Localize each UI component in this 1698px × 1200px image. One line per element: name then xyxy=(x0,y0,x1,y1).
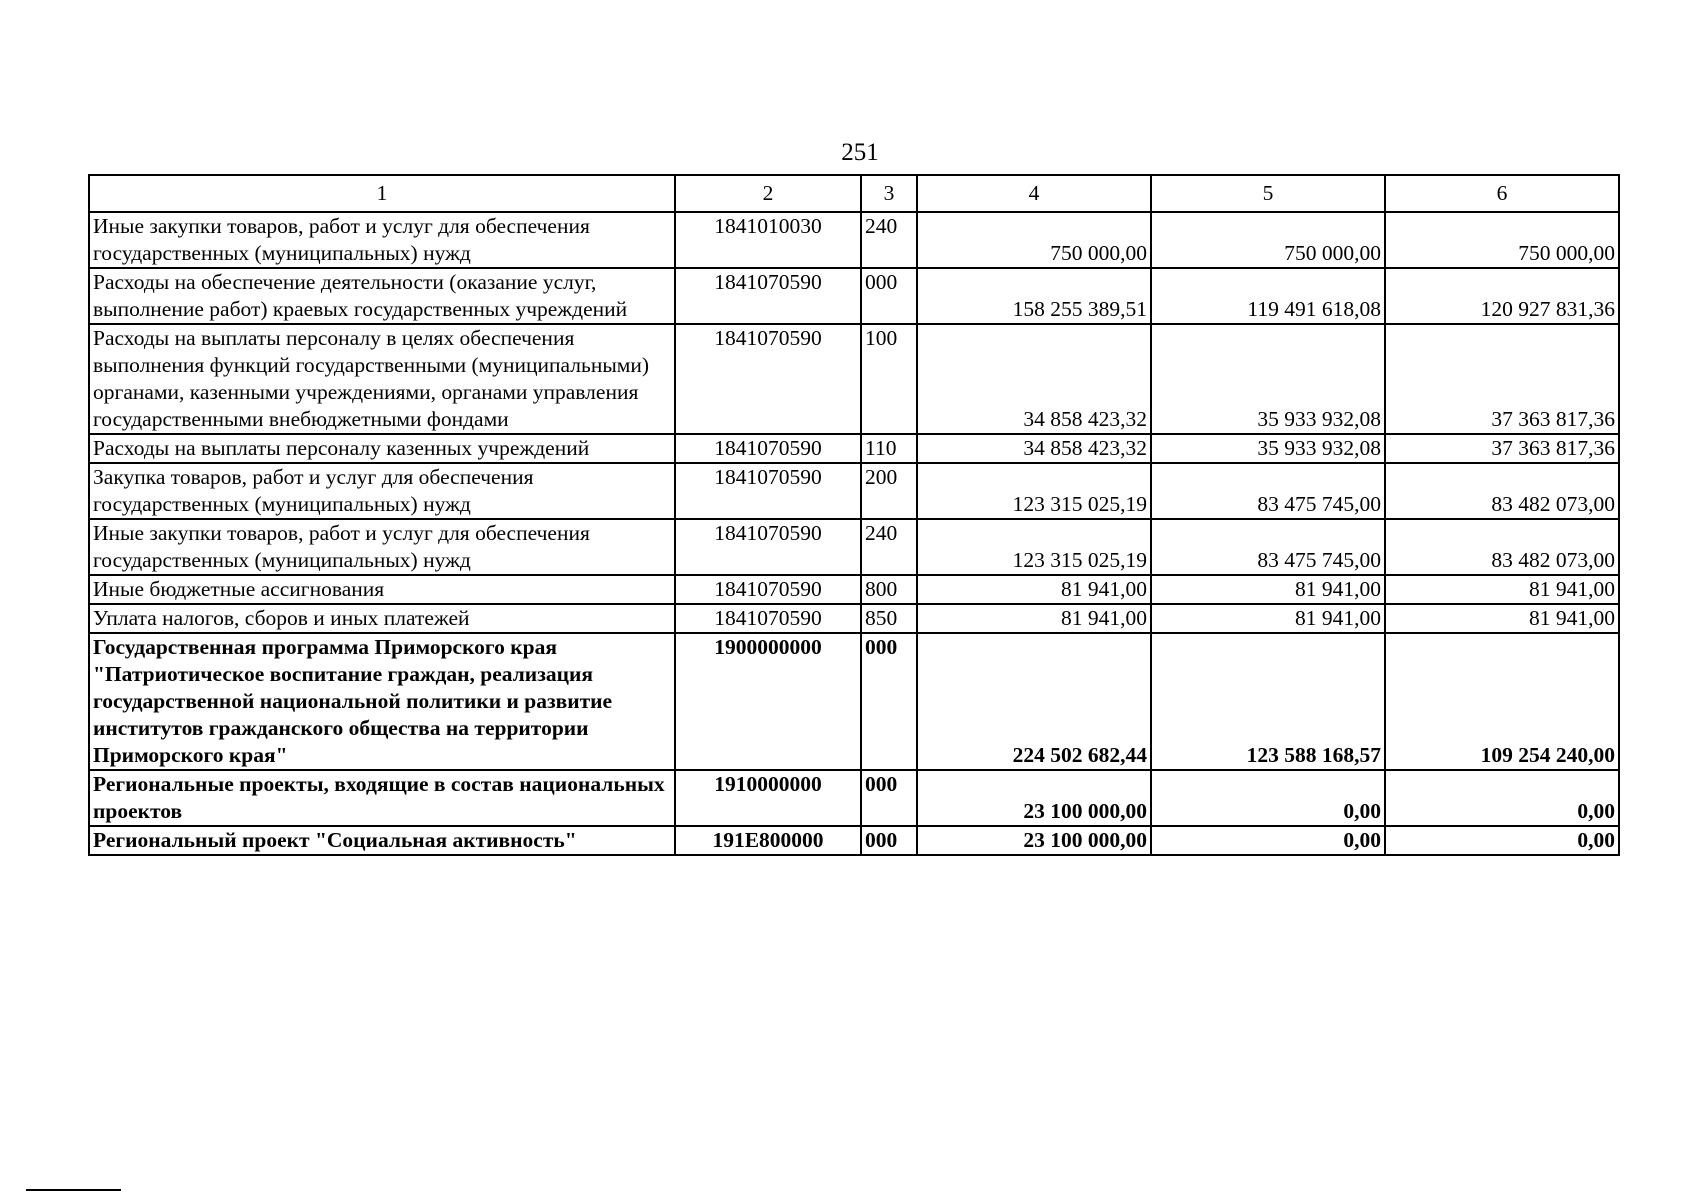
header-col-4: 4 xyxy=(917,175,1151,212)
header-col-6: 6 xyxy=(1385,175,1619,212)
row-type: 000 xyxy=(861,826,917,855)
row-amount-5: 81 941,00 xyxy=(1151,604,1385,633)
row-amount-5: 119 491 618,08 xyxy=(1151,268,1385,324)
row-code: 191E800000 xyxy=(675,826,861,855)
table-header-row xyxy=(89,175,1619,212)
table-row xyxy=(89,324,1619,434)
row-name: Региональный проект "Социальная активность" xyxy=(89,826,675,855)
row-name: Иные закупки товаров, работ и услуг для обеспечения государственных (муниципальных) нужд xyxy=(89,519,675,575)
row-code: 1900000000 xyxy=(675,633,861,770)
row-type: 240 xyxy=(861,212,917,268)
row-amount-5: 81 941,00 xyxy=(1151,575,1385,604)
row-type: 240 xyxy=(861,519,917,575)
row-amount-4: 81 941,00 xyxy=(917,604,1151,633)
row-amount-6: 750 000,00 xyxy=(1385,212,1619,268)
row-amount-6: 120 927 831,36 xyxy=(1385,268,1619,324)
row-amount-6: 0,00 xyxy=(1385,826,1619,855)
table-row xyxy=(89,463,1619,519)
row-amount-6: 83 482 073,00 xyxy=(1385,519,1619,575)
row-amount-5: 83 475 745,00 xyxy=(1151,519,1385,575)
row-amount-4: 34 858 423,32 xyxy=(917,434,1151,463)
row-type: 000 xyxy=(861,268,917,324)
row-amount-6: 109 254 240,00 xyxy=(1385,633,1619,770)
row-amount-4: 123 315 025,19 xyxy=(917,519,1151,575)
row-amount-5: 0,00 xyxy=(1151,770,1385,826)
row-name: Расходы на обеспечение деятельности (оказание услуг, выполнение работ) краевых государственных учреждений xyxy=(89,268,675,324)
row-name: Государственная программа Приморского края "Патриотическое воспитание граждан, реализация государственной национальной политики и развитие институтов гражданского общества на территории Приморского края" xyxy=(89,633,675,770)
row-amount-4: 158 255 389,51 xyxy=(917,268,1151,324)
row-code: 1910000000 xyxy=(675,770,861,826)
row-amount-6: 83 482 073,00 xyxy=(1385,463,1619,519)
row-amount-4: 224 502 682,44 xyxy=(917,633,1151,770)
row-type: 100 xyxy=(861,324,917,434)
footnote-rule xyxy=(26,1189,121,1191)
table-row-program xyxy=(89,770,1619,826)
table-row xyxy=(89,604,1619,633)
table-row xyxy=(89,434,1619,463)
header-col-3: 3 xyxy=(861,175,917,212)
header-col-1: 1 xyxy=(89,175,675,212)
row-type: 000 xyxy=(861,770,917,826)
row-amount-5: 0,00 xyxy=(1151,826,1385,855)
row-amount-6: 37 363 817,36 xyxy=(1385,434,1619,463)
row-amount-4: 23 100 000,00 xyxy=(917,826,1151,855)
row-name: Региональные проекты, входящие в состав национальных проектов xyxy=(89,770,675,826)
table-row-program xyxy=(89,826,1619,855)
row-amount-5: 83 475 745,00 xyxy=(1151,463,1385,519)
page-number: 251 xyxy=(841,139,879,166)
table-row xyxy=(89,268,1619,324)
row-code: 1841070590 xyxy=(675,268,861,324)
row-name: Иные бюджетные ассигнования xyxy=(89,575,675,604)
table-row-program xyxy=(89,633,1619,770)
table-row xyxy=(89,575,1619,604)
row-code: 1841070590 xyxy=(675,434,861,463)
row-amount-6: 81 941,00 xyxy=(1385,575,1619,604)
table-row xyxy=(89,519,1619,575)
row-code: 1841070590 xyxy=(675,604,861,633)
row-amount-4: 23 100 000,00 xyxy=(917,770,1151,826)
row-type: 800 xyxy=(861,575,917,604)
row-amount-4: 750 000,00 xyxy=(917,212,1151,268)
row-type: 850 xyxy=(861,604,917,633)
budget-table xyxy=(88,174,1620,856)
row-name: Закупка товаров, работ и услуг для обеспечения государственных (муниципальных) нужд xyxy=(89,463,675,519)
row-amount-6: 37 363 817,36 xyxy=(1385,324,1619,434)
row-name: Расходы на выплаты персоналу в целях обеспечения выполнения функций государственными (муниципальными) органами, казенными учреждениями, органами управления государственными внебюджетными фондами xyxy=(89,324,675,434)
row-amount-6: 0,00 xyxy=(1385,770,1619,826)
row-code: 1841070590 xyxy=(675,324,861,434)
row-amount-6: 81 941,00 xyxy=(1385,604,1619,633)
row-type: 110 xyxy=(861,434,917,463)
row-amount-5: 35 933 932,08 xyxy=(1151,324,1385,434)
row-type: 000 xyxy=(861,633,917,770)
row-code: 1841010030 xyxy=(675,212,861,268)
header-col-2: 2 xyxy=(675,175,861,212)
row-amount-4: 123 315 025,19 xyxy=(917,463,1151,519)
row-code: 1841070590 xyxy=(675,575,861,604)
row-amount-5: 35 933 932,08 xyxy=(1151,434,1385,463)
row-name: Расходы на выплаты персоналу казенных учреждений xyxy=(89,434,675,463)
row-amount-5: 123 588 168,57 xyxy=(1151,633,1385,770)
row-code: 1841070590 xyxy=(675,463,861,519)
table-row xyxy=(89,212,1619,268)
row-amount-4: 81 941,00 xyxy=(917,575,1151,604)
row-name: Иные закупки товаров, работ и услуг для обеспечения государственных (муниципальных) нужд xyxy=(89,212,675,268)
row-type: 200 xyxy=(861,463,917,519)
row-name: Уплата налогов, сборов и иных платежей xyxy=(89,604,675,633)
header-col-5: 5 xyxy=(1151,175,1385,212)
row-amount-4: 34 858 423,32 xyxy=(917,324,1151,434)
row-code: 1841070590 xyxy=(675,519,861,575)
row-amount-5: 750 000,00 xyxy=(1151,212,1385,268)
